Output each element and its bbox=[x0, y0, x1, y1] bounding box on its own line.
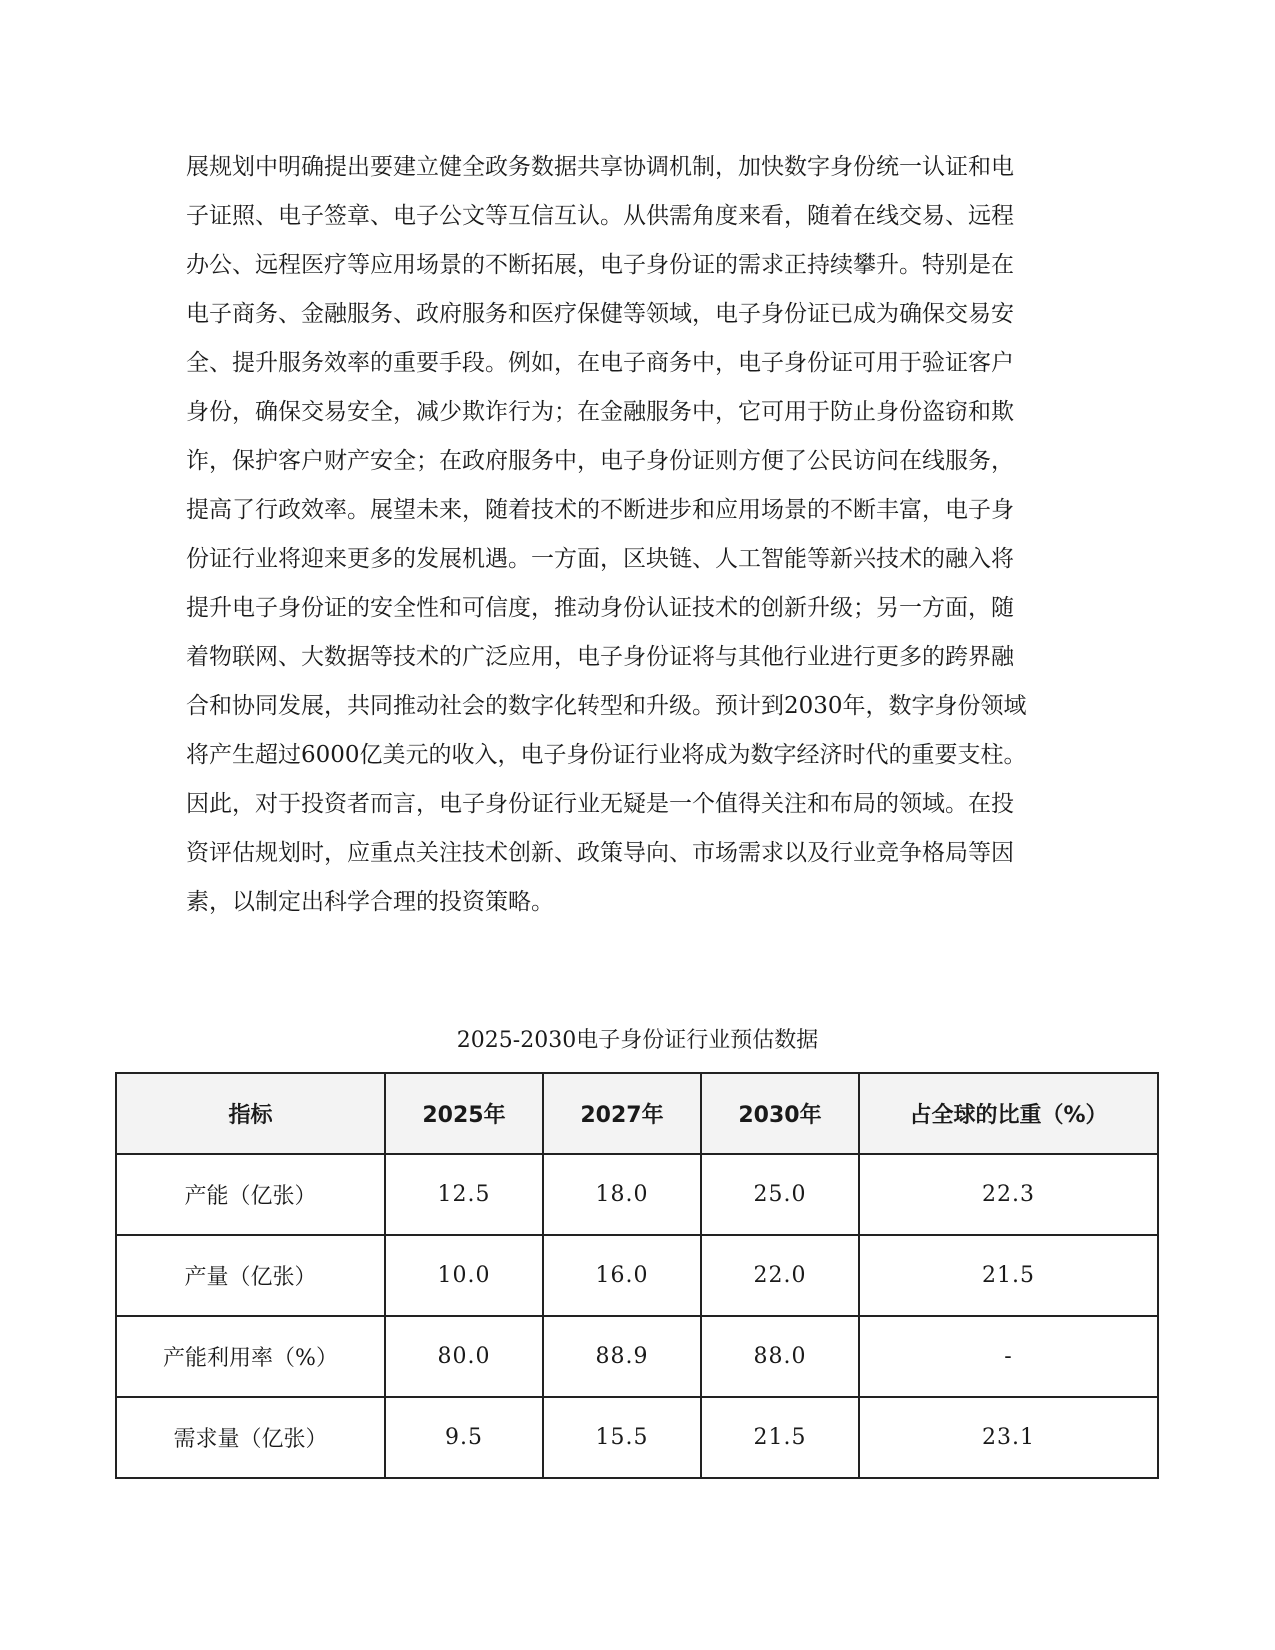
header-2025: 2025年 bbox=[385, 1073, 543, 1154]
cell-2030: 21.5 bbox=[701, 1397, 859, 1478]
cell-2025: 80.0 bbox=[385, 1316, 543, 1397]
body-paragraph bbox=[186, 143, 1091, 927]
cell-2025: 12.5 bbox=[385, 1154, 543, 1235]
header-global-share: 占全球的比重（%） bbox=[859, 1073, 1158, 1154]
table-header-row bbox=[116, 1073, 1158, 1154]
forecast-data-table bbox=[115, 1072, 1159, 1479]
paragraph-line: 全、提升服务效率的重要手段。例如，在电子商务中，电子身份证可用于验证客户 bbox=[186, 350, 1014, 376]
paragraph-line: 身份，确保交易安全，减少欺诈行为；在金融服务中，它可用于防止身份盗窃和欺 bbox=[186, 399, 1014, 425]
paragraph-line: 资评估规划时，应重点关注技术创新、政策导向、市场需求以及行业竞争格局等因 bbox=[186, 840, 1014, 866]
header-2027: 2027年 bbox=[543, 1073, 701, 1154]
paragraph-line: 份证行业将迎来更多的发展机遇。一方面，区块链、人工智能等新兴技术的融入将 bbox=[186, 546, 1014, 572]
paragraph-line: 提高了行政效率。展望未来，随着技术的不断进步和应用场景的不断丰富，电子身 bbox=[186, 497, 1014, 523]
cell-2027: 16.0 bbox=[543, 1235, 701, 1316]
paragraph-line: 展规划中明确提出要建立健全政务数据共享协调机制，加快数字身份统一认证和电 bbox=[186, 154, 1014, 180]
header-indicator: 指标 bbox=[116, 1073, 385, 1154]
paragraph-line: 办公、远程医疗等应用场景的不断拓展，电子身份证的需求正持续攀升。特别是在 bbox=[186, 252, 1014, 278]
paragraph-line: 将产生超过6000亿美元的收入，电子身份证行业将成为数字经济时代的重要支柱。 bbox=[186, 742, 1027, 768]
paragraph-line: 提升电子身份证的安全性和可信度，推动身份认证技术的创新升级；另一方面，随 bbox=[186, 595, 1014, 621]
cell-global-share: 22.3 bbox=[859, 1154, 1158, 1235]
cell-2025: 10.0 bbox=[385, 1235, 543, 1316]
table-row bbox=[116, 1316, 1158, 1397]
row-label: 产能（亿张） bbox=[116, 1154, 385, 1235]
paragraph-line: 电子商务、金融服务、政府服务和医疗保健等领域，电子身份证已成为确保交易安 bbox=[186, 301, 1014, 327]
paragraph-line: 因此，对于投资者而言，电子身份证行业无疑是一个值得关注和布局的领域。在投 bbox=[186, 791, 1014, 817]
table-row bbox=[116, 1154, 1158, 1235]
cell-global-share: 21.5 bbox=[859, 1235, 1158, 1316]
paragraph-line: 素，以制定出科学合理的投资策略。 bbox=[186, 889, 554, 915]
paragraph-line: 着物联网、大数据等技术的广泛应用，电子身份证将与其他行业进行更多的跨界融 bbox=[186, 644, 1014, 670]
header-2030: 2030年 bbox=[701, 1073, 859, 1154]
cell-global-share: - bbox=[859, 1316, 1158, 1397]
row-label: 需求量（亿张） bbox=[116, 1397, 385, 1478]
table-caption: 2025-2030电子身份证行业预估数据 bbox=[456, 1028, 819, 1053]
row-label: 产能利用率（%） bbox=[116, 1316, 385, 1397]
row-label: 产量（亿张） bbox=[116, 1235, 385, 1316]
table-row bbox=[116, 1235, 1158, 1316]
table-row bbox=[116, 1397, 1158, 1478]
paragraph-line: 子证照、电子签章、电子公文等互信互认。从供需角度来看，随着在线交易、远程 bbox=[186, 203, 1014, 229]
cell-2027: 18.0 bbox=[543, 1154, 701, 1235]
cell-2030: 22.0 bbox=[701, 1235, 859, 1316]
cell-2025: 9.5 bbox=[385, 1397, 543, 1478]
cell-global-share: 23.1 bbox=[859, 1397, 1158, 1478]
paragraph-line: 诈，保护客户财产安全；在政府服务中，电子身份证则方便了公民访问在线服务， bbox=[186, 448, 1014, 474]
cell-2030: 25.0 bbox=[701, 1154, 859, 1235]
paragraph-line: 合和协同发展，共同推动社会的数字化转型和升级。预计到2030年，数字身份领域 bbox=[186, 693, 1027, 719]
cell-2027: 88.9 bbox=[543, 1316, 701, 1397]
cell-2027: 15.5 bbox=[543, 1397, 701, 1478]
cell-2030: 88.0 bbox=[701, 1316, 859, 1397]
